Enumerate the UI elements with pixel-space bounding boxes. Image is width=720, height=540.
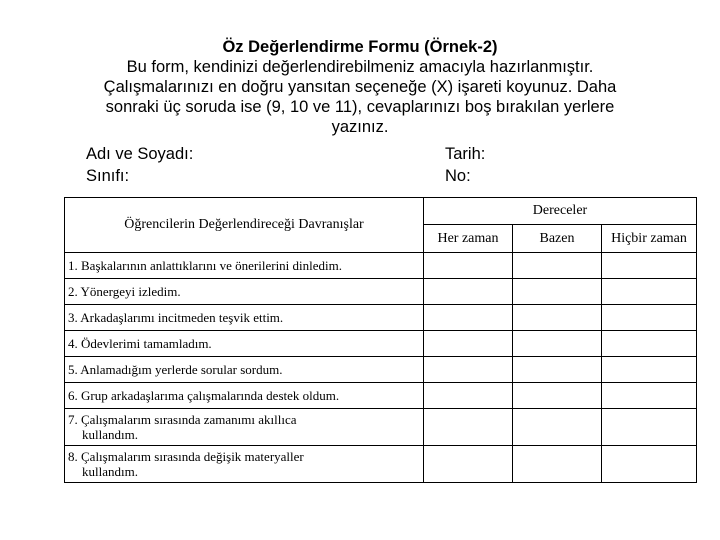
answer-cell-never[interactable] bbox=[602, 357, 697, 383]
table-row bbox=[65, 383, 697, 409]
table-row bbox=[65, 409, 697, 446]
answer-cell-never[interactable] bbox=[602, 253, 697, 279]
answer-cell-never[interactable] bbox=[602, 305, 697, 331]
behavior-item: 3. Arkadaşlarımı incitmeden teşvik ettim. bbox=[65, 305, 424, 331]
name-label: Adı ve Soyadı: bbox=[86, 145, 194, 163]
table-row bbox=[65, 446, 697, 483]
answer-cell-always[interactable] bbox=[424, 331, 513, 357]
table-row bbox=[65, 279, 697, 305]
answer-cell-sometimes[interactable] bbox=[513, 253, 602, 279]
behavior-item: 5. Anlamadığım yerlerde sorular sordum. bbox=[65, 357, 424, 383]
behavior-item: 1. Başkalarının anlattıklarını ve önerilerini dinledim. bbox=[65, 253, 424, 279]
form-title: Öz Değerlendirme Formu (Örnek-2) bbox=[222, 38, 498, 56]
date-label: Tarih: bbox=[445, 145, 486, 163]
behavior-item bbox=[65, 409, 424, 446]
grades-header: Dereceler bbox=[424, 198, 697, 225]
class-label: Sınıfı: bbox=[86, 167, 130, 185]
instruction-line: sonraki üç soruda ise (9, 10 ve 11), cevaplarınızı boş bırakılan yerlere bbox=[105, 98, 615, 116]
table-row bbox=[65, 331, 697, 357]
answer-cell-always[interactable] bbox=[424, 446, 513, 483]
answer-cell-sometimes[interactable] bbox=[513, 305, 602, 331]
answer-cell-never[interactable] bbox=[602, 331, 697, 357]
instruction-line: Çalışmalarınızı en doğru yansıtan seçeneğe (X) işareti koyunuz. Daha bbox=[103, 78, 617, 96]
column-header-sometimes: Bazen bbox=[513, 225, 602, 253]
student-info-left bbox=[86, 143, 193, 187]
answer-cell-never[interactable] bbox=[602, 279, 697, 305]
answer-cell-always[interactable] bbox=[424, 383, 513, 409]
form-header bbox=[40, 37, 680, 137]
answer-cell-sometimes[interactable] bbox=[513, 331, 602, 357]
column-header-always: Her zaman bbox=[424, 225, 513, 253]
instruction-line: Bu form, kendinizi değerlendirebilmeniz amacıyla hazırlanmıştır. bbox=[126, 58, 594, 76]
table-row bbox=[65, 305, 697, 331]
evaluation-table bbox=[64, 197, 697, 483]
behavior-item-text: 8. Çalışmalarım sırasında değişik materyaller bbox=[68, 449, 304, 464]
behavior-item: 2. Yönergeyi izledim. bbox=[65, 279, 424, 305]
answer-cell-sometimes[interactable] bbox=[513, 446, 602, 483]
answer-cell-never[interactable] bbox=[602, 383, 697, 409]
table-row bbox=[65, 357, 697, 383]
no-label: No: bbox=[445, 167, 471, 185]
answer-cell-sometimes[interactable] bbox=[513, 383, 602, 409]
behavior-item-text: 7. Çalışmalarım sırasında zamanımı akıllıca bbox=[68, 412, 297, 427]
answer-cell-always[interactable] bbox=[424, 409, 513, 446]
behavior-item-continuation: kullandım. bbox=[82, 427, 138, 442]
answer-cell-sometimes[interactable] bbox=[513, 279, 602, 305]
answer-cell-never[interactable] bbox=[602, 446, 697, 483]
behaviors-header: Öğrencilerin Değerlendireceği Davranışlar bbox=[65, 198, 424, 253]
behavior-item: 4. Ödevlerimi tamamladım. bbox=[65, 331, 424, 357]
answer-cell-never[interactable] bbox=[602, 409, 697, 446]
answer-cell-sometimes[interactable] bbox=[513, 357, 602, 383]
answer-cell-sometimes[interactable] bbox=[513, 409, 602, 446]
behavior-item: 6. Grup arkadaşlarıma çalışmalarında destek oldum. bbox=[65, 383, 424, 409]
answer-cell-always[interactable] bbox=[424, 279, 513, 305]
answer-cell-always[interactable] bbox=[424, 253, 513, 279]
column-header-never: Hiçbir zaman bbox=[602, 225, 697, 253]
student-info-right bbox=[445, 143, 485, 187]
answer-cell-always[interactable] bbox=[424, 305, 513, 331]
behavior-item-continuation: kullandım. bbox=[82, 464, 138, 479]
table-row bbox=[65, 253, 697, 279]
answer-cell-always[interactable] bbox=[424, 357, 513, 383]
behavior-item bbox=[65, 446, 424, 483]
instruction-line: yazınız. bbox=[331, 118, 389, 136]
